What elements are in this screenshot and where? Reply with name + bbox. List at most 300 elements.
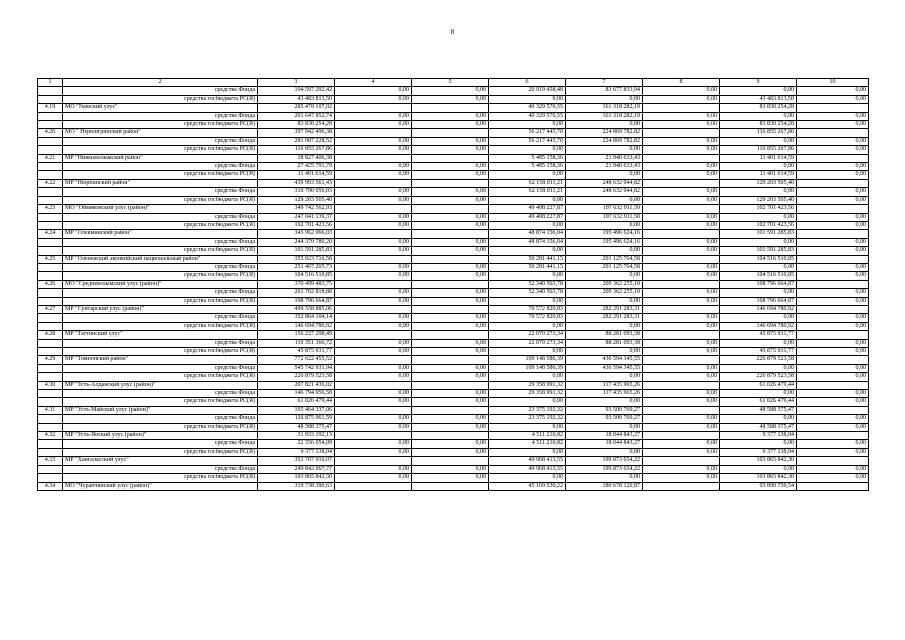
value-cell bbox=[797, 129, 869, 137]
value-cell: 56 217 445,70 bbox=[489, 129, 566, 137]
value-cell: 49 408 227,87 bbox=[489, 213, 566, 221]
value-cell bbox=[797, 406, 869, 414]
value-cell bbox=[797, 432, 869, 440]
value-cell: 0,00 bbox=[797, 196, 869, 204]
value-cell: 104 597 292,42 bbox=[258, 87, 335, 95]
table-row bbox=[38, 482, 869, 490]
value-cell: 43 483 813,50 bbox=[720, 95, 797, 103]
value-cell: 101 591 285,83 bbox=[720, 230, 797, 238]
value-cell: 0,00 bbox=[797, 289, 869, 297]
value-cell: 0,00 bbox=[643, 322, 720, 330]
value-cell: 0,00 bbox=[720, 163, 797, 171]
value-cell: 22 070 273,34 bbox=[489, 339, 566, 347]
value-cell: 0,00 bbox=[797, 364, 869, 372]
row-number: 4.21 bbox=[38, 154, 63, 162]
value-cell: 0,00 bbox=[335, 196, 412, 204]
value-cell: 49 968 413,55 bbox=[489, 465, 566, 473]
value-cell: 93 500 769,27 bbox=[566, 406, 643, 414]
value-cell: 129 203 505,40 bbox=[258, 196, 335, 204]
row-label: средства Фонда bbox=[63, 263, 258, 271]
value-cell: 0,00 bbox=[566, 146, 643, 154]
value-cell: 0,00 bbox=[643, 398, 720, 406]
header-cell: 1 bbox=[38, 79, 63, 87]
value-cell: 116 875 961,59 bbox=[258, 415, 335, 423]
table-row bbox=[38, 171, 869, 179]
header-cell: 3 bbox=[258, 79, 335, 87]
value-cell bbox=[643, 356, 720, 364]
value-cell: 282 291 283,31 bbox=[566, 314, 643, 322]
table-row bbox=[38, 205, 869, 213]
table-row bbox=[38, 238, 869, 246]
value-cell: 0,00 bbox=[335, 146, 412, 154]
value-cell: 0,00 bbox=[643, 163, 720, 171]
value-cell: 0,00 bbox=[797, 423, 869, 431]
value-cell: 48 588 375,47 bbox=[720, 406, 797, 414]
value-cell: 88 281 093,38 bbox=[566, 331, 643, 339]
value-cell: 0,00 bbox=[412, 263, 489, 271]
row-label: средства госбюджета РС(Я) bbox=[63, 398, 258, 406]
value-cell: 224 869 782,82 bbox=[566, 129, 643, 137]
value-cell: 5 485 158,36 bbox=[489, 163, 566, 171]
row-number bbox=[38, 87, 63, 95]
value-cell bbox=[412, 331, 489, 339]
value-cell: 0,00 bbox=[489, 322, 566, 330]
value-cell: 38 827 406,38 bbox=[258, 154, 335, 162]
table-row bbox=[38, 87, 869, 95]
table-row bbox=[38, 146, 869, 154]
value-cell: 0,00 bbox=[643, 448, 720, 456]
value-cell: 0,00 bbox=[335, 373, 412, 381]
value-cell: 345 962 066,03 bbox=[258, 230, 335, 238]
table-row bbox=[38, 398, 869, 406]
row-number: 4.28 bbox=[38, 331, 63, 339]
value-cell: 201 125 764,58 bbox=[566, 255, 643, 263]
value-cell bbox=[335, 129, 412, 137]
value-cell: 310 790 056,03 bbox=[258, 188, 335, 196]
value-cell bbox=[643, 305, 720, 313]
value-cell: 0,00 bbox=[720, 213, 797, 221]
table-row bbox=[38, 474, 869, 482]
row-number bbox=[38, 171, 63, 179]
value-cell bbox=[335, 482, 412, 490]
value-cell bbox=[335, 457, 412, 465]
value-cell: 0,00 bbox=[566, 297, 643, 305]
value-cell: 0,00 bbox=[566, 272, 643, 280]
value-cell: 0,00 bbox=[643, 146, 720, 154]
value-cell bbox=[643, 179, 720, 187]
value-cell: 0,00 bbox=[412, 398, 489, 406]
value-cell: 83 830 254,28 bbox=[720, 104, 797, 112]
table-row bbox=[38, 263, 869, 271]
value-cell: 0,00 bbox=[412, 95, 489, 103]
row-number bbox=[38, 238, 63, 246]
value-cell: 50 281 441,15 bbox=[489, 255, 566, 263]
row-number bbox=[38, 465, 63, 473]
value-cell: 102 701 423,56 bbox=[720, 205, 797, 213]
value-cell: 0,00 bbox=[335, 297, 412, 305]
value-cell: 0,00 bbox=[335, 163, 412, 171]
value-cell: 48 588 375,47 bbox=[258, 423, 335, 431]
value-cell: 109 148 586,39 bbox=[489, 356, 566, 364]
row-label: средства Фонда bbox=[63, 465, 258, 473]
value-cell bbox=[335, 255, 412, 263]
row-label: средства госбюджета РС(Я) bbox=[63, 121, 258, 129]
row-number bbox=[38, 137, 63, 145]
value-cell: 0,00 bbox=[797, 390, 869, 398]
table-row bbox=[38, 423, 869, 431]
value-cell: 0,00 bbox=[335, 440, 412, 448]
page-number: 8 bbox=[450, 28, 455, 36]
value-cell: 129 203 505,40 bbox=[720, 179, 797, 187]
row-label: МР "Усть-Майский улус (район)" bbox=[63, 406, 258, 414]
value-cell: 0,00 bbox=[720, 87, 797, 95]
value-cell: 0,00 bbox=[720, 238, 797, 246]
value-cell: 0,00 bbox=[797, 146, 869, 154]
value-cell bbox=[412, 129, 489, 137]
value-cell: 436 594 345,55 bbox=[566, 364, 643, 372]
value-cell: 436 594 345,55 bbox=[566, 356, 643, 364]
header-cell: 5 bbox=[412, 79, 489, 87]
value-cell: 0,00 bbox=[720, 390, 797, 398]
value-cell: 0,00 bbox=[797, 440, 869, 448]
value-cell: 0,00 bbox=[643, 272, 720, 280]
row-number: 4.26 bbox=[38, 280, 63, 288]
row-label: средства госбюджета РС(Я) bbox=[63, 373, 258, 381]
value-cell: 61 026 479,44 bbox=[720, 398, 797, 406]
value-cell: 0,00 bbox=[720, 339, 797, 347]
header-cell: 6 bbox=[489, 79, 566, 87]
value-cell: 49 408 227,87 bbox=[489, 205, 566, 213]
value-cell: 108 796 664,87 bbox=[720, 280, 797, 288]
value-cell: 0,00 bbox=[643, 137, 720, 145]
row-number bbox=[38, 474, 63, 482]
value-cell: 0,00 bbox=[643, 95, 720, 103]
value-cell: 117 435 965,26 bbox=[566, 381, 643, 389]
value-cell bbox=[412, 432, 489, 440]
table-row bbox=[38, 104, 869, 112]
value-cell: 0,00 bbox=[335, 247, 412, 255]
value-cell: 156 227 298,49 bbox=[258, 331, 335, 339]
value-cell: 0,00 bbox=[335, 465, 412, 473]
row-label: средства Фонда bbox=[63, 415, 258, 423]
value-cell: 0,00 bbox=[797, 163, 869, 171]
table-row bbox=[38, 339, 869, 347]
value-cell: 0,00 bbox=[797, 373, 869, 381]
value-cell bbox=[797, 457, 869, 465]
value-cell: 0,00 bbox=[643, 415, 720, 423]
row-number: 4.24 bbox=[38, 230, 63, 238]
value-cell: 0,00 bbox=[335, 322, 412, 330]
row-number: 4.27 bbox=[38, 305, 63, 313]
row-label: средства госбюджета РС(Я) bbox=[63, 146, 258, 154]
row-label: МО "Namский улус" bbox=[63, 104, 258, 112]
value-cell: 116 855 267,86 bbox=[720, 146, 797, 154]
value-cell: 52 340 563,78 bbox=[489, 289, 566, 297]
value-cell bbox=[412, 406, 489, 414]
value-cell: 0,00 bbox=[643, 171, 720, 179]
row-number bbox=[38, 390, 63, 398]
value-cell: 0,00 bbox=[412, 188, 489, 196]
row-label: средства Фонда bbox=[63, 314, 258, 322]
value-cell: 93 890 739,54 bbox=[720, 482, 797, 490]
table-row bbox=[38, 255, 869, 263]
value-cell: 0,00 bbox=[412, 423, 489, 431]
table-row bbox=[38, 440, 869, 448]
value-cell: 499 558 885,06 bbox=[258, 305, 335, 313]
value-cell: 161 318 282,19 bbox=[566, 104, 643, 112]
value-cell: 0,00 bbox=[797, 398, 869, 406]
row-label: МО "Чурапчинский улус (район)" bbox=[63, 482, 258, 490]
value-cell: 61 026 479,44 bbox=[720, 381, 797, 389]
value-cell: 45 875 931,77 bbox=[720, 331, 797, 339]
table-row bbox=[38, 221, 869, 229]
value-cell: 31 933 192,13 bbox=[258, 432, 335, 440]
value-cell: 0,00 bbox=[335, 339, 412, 347]
value-cell bbox=[643, 381, 720, 389]
value-cell bbox=[797, 205, 869, 213]
value-cell: 0,00 bbox=[797, 171, 869, 179]
row-label: МР "Хангаласский улус" bbox=[63, 457, 258, 465]
value-cell: 0,00 bbox=[335, 390, 412, 398]
value-cell: 0,00 bbox=[412, 289, 489, 297]
value-cell: 0,00 bbox=[489, 146, 566, 154]
value-cell: 48 874 156,04 bbox=[489, 230, 566, 238]
value-cell: 27 425 791,79 bbox=[258, 163, 335, 171]
value-cell bbox=[643, 482, 720, 490]
header-cell: 2 bbox=[63, 79, 258, 87]
value-cell: 0,00 bbox=[489, 121, 566, 129]
row-label: МР "Усть-Янский улус (район)" bbox=[63, 432, 258, 440]
value-cell: 20 919 458,48 bbox=[489, 87, 566, 95]
value-cell: 0,00 bbox=[335, 213, 412, 221]
row-number: 4.20 bbox=[38, 129, 63, 137]
value-cell: 0,00 bbox=[335, 348, 412, 356]
value-cell: 56 217 445,70 bbox=[489, 137, 566, 145]
row-number bbox=[38, 297, 63, 305]
value-cell: 40 329 570,55 bbox=[489, 104, 566, 112]
row-label: средства Фонда bbox=[63, 87, 258, 95]
row-label: средства госбюджета РС(Я) bbox=[63, 448, 258, 456]
value-cell bbox=[797, 356, 869, 364]
value-cell: 545 742 931,94 bbox=[258, 364, 335, 372]
value-cell: 0,00 bbox=[335, 238, 412, 246]
value-cell bbox=[643, 154, 720, 162]
table-row bbox=[38, 163, 869, 171]
table-row bbox=[38, 381, 869, 389]
value-cell: 0,00 bbox=[643, 348, 720, 356]
value-cell: 50 281 441,15 bbox=[489, 263, 566, 271]
value-cell: 261 702 818,88 bbox=[258, 289, 335, 297]
value-cell: 0,00 bbox=[566, 373, 643, 381]
value-cell: 101 591 285,83 bbox=[720, 247, 797, 255]
value-cell bbox=[797, 154, 869, 162]
value-cell bbox=[335, 104, 412, 112]
row-number: 4.34 bbox=[38, 482, 63, 490]
value-cell: 199 873 654,22 bbox=[566, 465, 643, 473]
value-cell: 0,00 bbox=[335, 95, 412, 103]
value-cell: 9 377 138,04 bbox=[720, 448, 797, 456]
value-cell: 88 281 093,38 bbox=[566, 339, 643, 347]
value-cell: 0,00 bbox=[335, 364, 412, 372]
value-cell: 22 556 054,09 bbox=[258, 440, 335, 448]
value-cell bbox=[797, 280, 869, 288]
value-cell: 0,00 bbox=[412, 448, 489, 456]
value-cell: 0,00 bbox=[412, 415, 489, 423]
value-cell bbox=[335, 381, 412, 389]
value-cell: 11 401 614,59 bbox=[720, 171, 797, 179]
value-cell: 9 377 138,04 bbox=[258, 448, 335, 456]
value-cell: 0,00 bbox=[797, 247, 869, 255]
value-cell: 110 351 366,72 bbox=[258, 339, 335, 347]
value-cell: 4 511 210,82 bbox=[489, 440, 566, 448]
table-row bbox=[38, 188, 869, 196]
value-cell: 353 707 910,07 bbox=[258, 457, 335, 465]
value-cell: 83 830 254,28 bbox=[258, 121, 335, 129]
value-cell: 0,00 bbox=[643, 423, 720, 431]
value-cell: 0,00 bbox=[335, 474, 412, 482]
value-cell: 0,00 bbox=[335, 314, 412, 322]
value-cell: 0,00 bbox=[335, 87, 412, 95]
value-cell: 146 694 780,92 bbox=[258, 322, 335, 330]
value-cell: 201 647 852,74 bbox=[258, 112, 335, 120]
table-row bbox=[38, 406, 869, 414]
value-cell: 352 864 104,14 bbox=[258, 314, 335, 322]
value-cell: 0,00 bbox=[412, 238, 489, 246]
value-cell: 0,00 bbox=[643, 339, 720, 347]
row-label: средства Фонда bbox=[63, 163, 258, 171]
value-cell: 0,00 bbox=[489, 171, 566, 179]
value-cell bbox=[643, 129, 720, 137]
value-cell: 397 942 496,38 bbox=[258, 129, 335, 137]
value-cell: 0,00 bbox=[566, 398, 643, 406]
row-label: средства госбюджета РС(Я) bbox=[63, 221, 258, 229]
value-cell: 201 125 764,58 bbox=[566, 263, 643, 271]
value-cell: 102 701 423,56 bbox=[720, 221, 797, 229]
value-cell: 180 678 120,87 bbox=[566, 482, 643, 490]
value-cell: 199 873 654,22 bbox=[566, 457, 643, 465]
table-row bbox=[38, 465, 869, 473]
row-label: средства госбюджета РС(Я) bbox=[63, 95, 258, 103]
value-cell: 248 632 044,82 bbox=[566, 188, 643, 196]
row-number bbox=[38, 247, 63, 255]
value-cell: 0,00 bbox=[720, 314, 797, 322]
row-number bbox=[38, 213, 63, 221]
value-cell: 0,00 bbox=[412, 474, 489, 482]
value-cell bbox=[643, 280, 720, 288]
table-row bbox=[38, 230, 869, 238]
value-cell: 0,00 bbox=[412, 348, 489, 356]
value-cell: 0,00 bbox=[643, 87, 720, 95]
row-number bbox=[38, 364, 63, 372]
value-cell: 209 362 255,10 bbox=[566, 280, 643, 288]
value-cell bbox=[643, 331, 720, 339]
value-cell: 0,00 bbox=[720, 364, 797, 372]
value-cell: 103 865 842,30 bbox=[258, 474, 335, 482]
row-label: средства Фонда bbox=[63, 289, 258, 297]
value-cell bbox=[643, 406, 720, 414]
value-cell: 0,00 bbox=[412, 247, 489, 255]
row-label: МР "Олекминский район" bbox=[63, 230, 258, 238]
table-row bbox=[38, 415, 869, 423]
value-cell: 48 874 156,04 bbox=[489, 238, 566, 246]
value-cell: 0,00 bbox=[643, 221, 720, 229]
value-cell: 48 588 375,47 bbox=[720, 423, 797, 431]
row-label: средства госбюджета РС(Я) bbox=[63, 348, 258, 356]
value-cell: 0,00 bbox=[489, 297, 566, 305]
row-label: средства госбюджета РС(Я) bbox=[63, 171, 258, 179]
value-cell: 0,00 bbox=[489, 196, 566, 204]
value-cell: 0,00 bbox=[797, 87, 869, 95]
row-label: средства госбюджета РС(Я) bbox=[63, 196, 258, 204]
value-cell bbox=[335, 154, 412, 162]
value-cell: 0,00 bbox=[566, 348, 643, 356]
value-cell: 244 370 780,20 bbox=[258, 238, 335, 246]
value-cell: 0,00 bbox=[797, 465, 869, 473]
table-row bbox=[38, 297, 869, 305]
value-cell: 281 087 228,52 bbox=[258, 137, 335, 145]
value-cell: 0,00 bbox=[489, 474, 566, 482]
table-row bbox=[38, 348, 869, 356]
row-label: средства госбюджета РС(Я) bbox=[63, 474, 258, 482]
value-cell bbox=[412, 104, 489, 112]
table-row bbox=[38, 305, 869, 313]
value-cell: 0,00 bbox=[720, 440, 797, 448]
value-cell bbox=[335, 179, 412, 187]
value-cell: 23 375 192,32 bbox=[489, 406, 566, 414]
table-row bbox=[38, 364, 869, 372]
header-cell: 9 bbox=[720, 79, 797, 87]
value-cell: 0,00 bbox=[412, 121, 489, 129]
value-cell: 0,00 bbox=[643, 297, 720, 305]
row-label: МР "Усть-Алданский улус (район)" bbox=[63, 381, 258, 389]
value-cell: 146 694 780,92 bbox=[720, 305, 797, 313]
value-cell: 49 968 413,55 bbox=[489, 457, 566, 465]
value-cell: 109 148 586,39 bbox=[489, 364, 566, 372]
row-label: МО " Нерюнгринский район" bbox=[63, 129, 258, 137]
value-cell: 0,00 bbox=[412, 297, 489, 305]
value-cell: 165 464 337,06 bbox=[258, 406, 335, 414]
value-cell: 43 483 813,50 bbox=[258, 95, 335, 103]
value-cell: 70 572 820,83 bbox=[489, 314, 566, 322]
value-cell bbox=[335, 331, 412, 339]
row-label: средства Фонда bbox=[63, 390, 258, 398]
value-cell bbox=[412, 205, 489, 213]
value-cell bbox=[643, 255, 720, 263]
value-cell bbox=[335, 406, 412, 414]
row-number bbox=[38, 146, 63, 154]
row-number: 4.25 bbox=[38, 255, 63, 263]
row-label: МР "Нюрбинский район" bbox=[63, 179, 258, 187]
value-cell: 116 855 267,86 bbox=[720, 129, 797, 137]
value-cell: 0,00 bbox=[720, 188, 797, 196]
row-label: МР "Оленекский эвенкийский национальный район" bbox=[63, 255, 258, 263]
value-cell: 0,00 bbox=[643, 188, 720, 196]
value-cell: 249 842 067,77 bbox=[258, 465, 335, 473]
value-cell: 0,00 bbox=[797, 95, 869, 103]
row-number: 4.29 bbox=[38, 356, 63, 364]
row-number bbox=[38, 322, 63, 330]
row-number bbox=[38, 398, 63, 406]
value-cell: 0,00 bbox=[797, 112, 869, 120]
value-cell: 11 401 614,59 bbox=[258, 171, 335, 179]
value-cell bbox=[797, 482, 869, 490]
value-cell: 108 796 664,87 bbox=[258, 297, 335, 305]
row-label: МО "Среднеколымский улус (район)" bbox=[63, 280, 258, 288]
header-cell: 8 bbox=[643, 79, 720, 87]
value-cell: 108 796 664,87 bbox=[720, 297, 797, 305]
value-cell: 0,00 bbox=[797, 415, 869, 423]
value-cell: 282 291 283,31 bbox=[566, 305, 643, 313]
